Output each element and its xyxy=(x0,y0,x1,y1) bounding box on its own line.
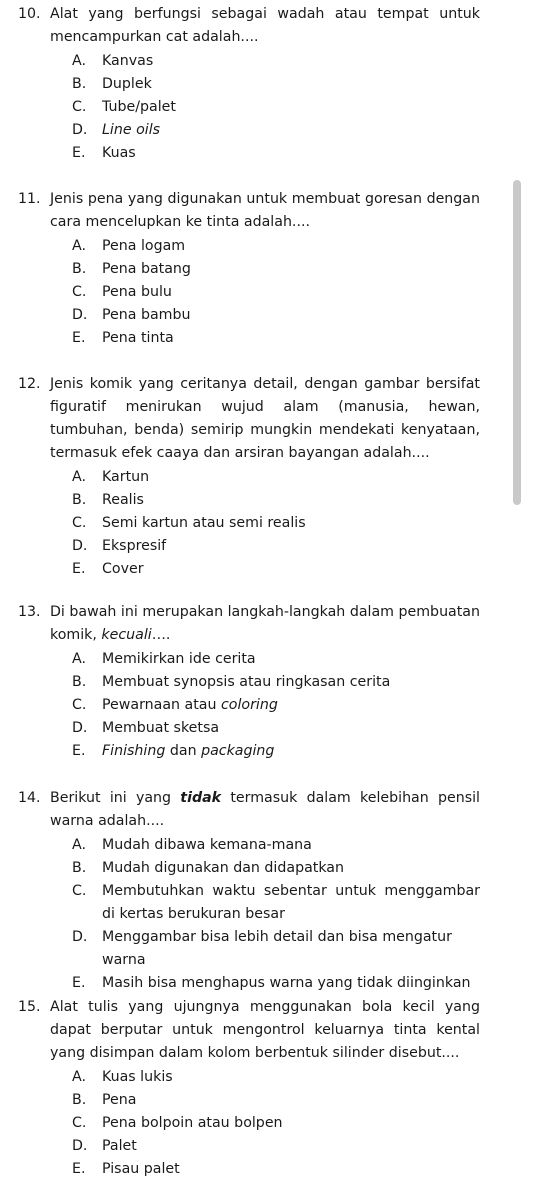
option-b: B. Mudah digunakan dan didapatkan xyxy=(72,860,344,876)
option-d: D. Palet xyxy=(72,1138,137,1154)
option-b: B. Membuat synopsis atau ringkasan cerita xyxy=(72,674,391,690)
option-c: C. Semi kartun atau semi realis xyxy=(72,515,306,531)
option-list xyxy=(72,648,480,763)
question-number: 14. xyxy=(18,790,41,806)
option-b: B. Realis xyxy=(72,492,144,508)
question-number: 13. xyxy=(18,604,41,620)
question-number: 15. xyxy=(18,999,41,1015)
option-b: B. Duplek xyxy=(72,76,152,92)
question-11 xyxy=(18,188,480,350)
option-c: C. Tube/palet xyxy=(72,99,176,115)
option-list xyxy=(72,466,480,581)
emphasis-text: tidak xyxy=(180,790,222,806)
option-a: A. Kartun xyxy=(72,469,150,485)
option-list xyxy=(72,834,480,995)
option-c: C. Pewarnaan atau coloring xyxy=(72,697,278,713)
option-list xyxy=(72,50,480,165)
option-e: E. Cover xyxy=(72,561,144,577)
option-d: D. Menggambar bisa lebih detail dan bisa mengatur warna xyxy=(72,929,452,968)
emphasis-text: kecuali xyxy=(101,627,152,643)
option-list xyxy=(72,1066,480,1181)
question-number: 11. xyxy=(18,191,41,207)
question-text: Berikut ini yang tidak termasuk dalam kelebihan pensil warna adalah.... xyxy=(50,790,480,829)
option-c: C. Pena bulu xyxy=(72,284,172,300)
option-list xyxy=(72,235,480,350)
option-e: E. Masih bisa menghapus warna yang tidak diinginkan xyxy=(72,975,471,991)
option-e: E. Pisau palet xyxy=(72,1161,180,1177)
option-d: D. Membuat sketsa xyxy=(72,720,220,736)
option-a: A. Mudah dibawa kemana-mana xyxy=(72,837,312,853)
option-d: D. Pena bambu xyxy=(72,307,191,323)
option-e: E. Pena tinta xyxy=(72,330,174,346)
option-a: A. Kanvas xyxy=(72,53,154,69)
question-10 xyxy=(18,3,480,165)
option-b: B. Pena batang xyxy=(72,261,191,277)
option-e: E. Finishing dan packaging xyxy=(72,743,275,759)
option-d: D. Line oils xyxy=(72,122,161,138)
question-number: 12. xyxy=(18,376,41,392)
question-text: Di bawah ini merupakan langkah-langkah dalam pembuatan komik, kecuali…. xyxy=(50,604,480,643)
option-a: A. Pena logam xyxy=(72,238,186,254)
scrollbar-thumb[interactable] xyxy=(513,180,521,505)
option-a: A. Memikirkan ide cerita xyxy=(72,651,256,667)
option-c: C. Membutuhkan waktu sebentar untuk menggambar di kertas berukuran besar xyxy=(72,883,480,922)
question-text: Jenis pena yang digunakan untuk membuat goresan dengan cara mencelupkan ke tinta adalah.... xyxy=(50,191,480,230)
question-12 xyxy=(18,373,480,581)
question-text: Jenis komik yang ceritanya detail, dengan gambar bersifat figuratif menirukan wujud alam (manusia, hewan, tumbuhan, benda) semirip mungkin mendekati kenyataan, termasuk efek caaya dan arsiran bayangan adalah.... xyxy=(50,376,480,461)
question-14 xyxy=(18,787,480,995)
question-text: Alat yang berfungsi sebagai wadah atau tempat untuk mencampurkan cat adalah.... xyxy=(50,6,480,45)
option-d: D. Ekspresif xyxy=(72,538,167,554)
option-e: E. Kuas xyxy=(72,145,136,161)
option-a: A. Kuas lukis xyxy=(72,1069,173,1085)
question-13 xyxy=(18,601,480,763)
question-text: Alat tulis yang ujungnya menggunakan bola kecil yang dapat berputar untuk mengontrol keluarnya tinta kental yang disimpan dalam kolom berbentuk silinder disebut.... xyxy=(50,999,480,1061)
question-number: 10. xyxy=(18,6,41,22)
question-15 xyxy=(18,996,480,1181)
option-b: B. Pena xyxy=(72,1092,137,1108)
option-c: C. Pena bolpoin atau bolpen xyxy=(72,1115,283,1131)
